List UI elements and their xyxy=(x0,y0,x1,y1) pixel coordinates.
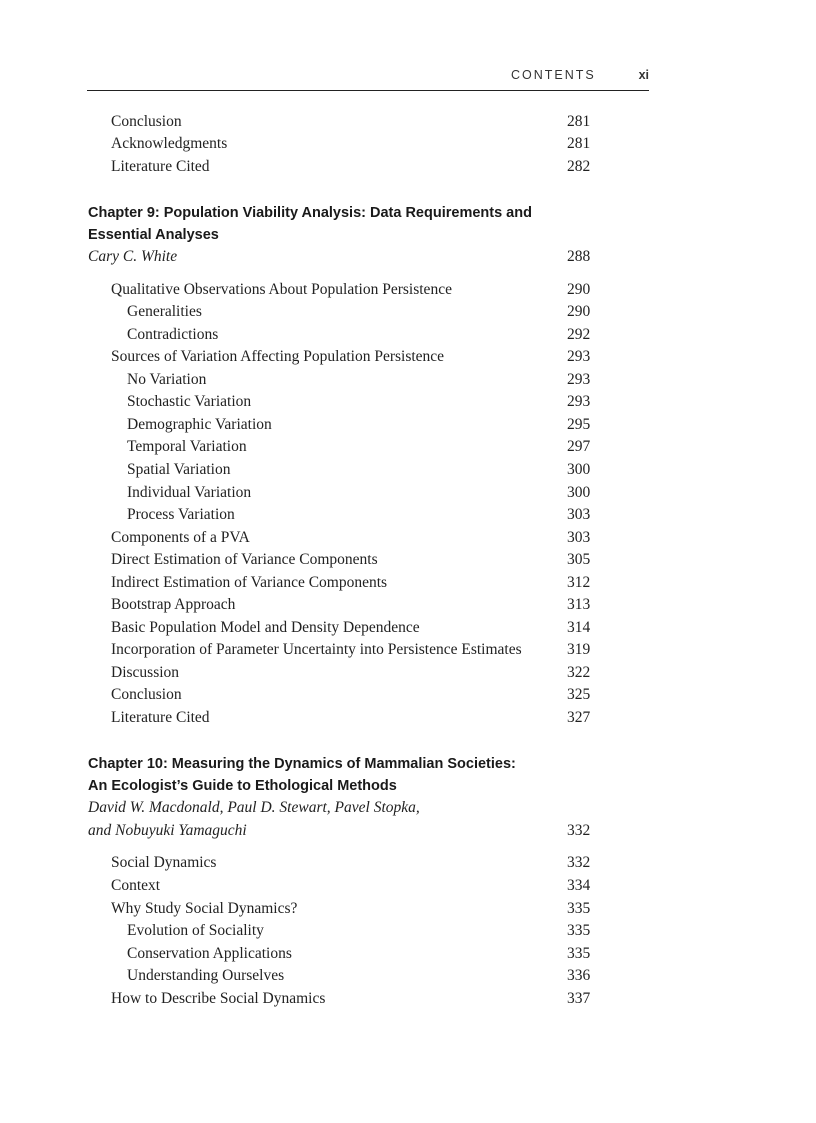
toc-entry-page: 334 xyxy=(567,877,591,894)
toc-entry-page: 293 xyxy=(567,393,591,410)
toc-entry-page: 335 xyxy=(567,900,591,917)
toc-entry-title: How to Describe Social Dynamics xyxy=(111,990,326,1007)
chapter-10-title-line-2[interactable]: An Ecologist’s Guide to Ethological Methods xyxy=(88,778,397,794)
toc-entry-title: Indirect Estimation of Variance Components xyxy=(111,574,388,591)
toc-entry-title: Sources of Variation Affecting Population Persistence xyxy=(111,348,445,365)
chapter-10-author-line-2: and Nobuyuki Yamaguchi xyxy=(88,822,247,839)
chapter-10-author-line-1: David W. Macdonald, Paul D. Stewart, Pavel Stopka, xyxy=(88,799,420,816)
toc-entry-title: Stochastic Variation xyxy=(127,393,252,410)
toc-entry-title: Spatial Variation xyxy=(127,461,231,478)
toc-entry-page: 332 xyxy=(567,854,591,871)
toc-entry-page: 303 xyxy=(567,529,591,546)
chapter-9-title-line-1[interactable]: Chapter 9: Population Viability Analysis: Data Requirements and xyxy=(88,205,532,221)
toc-entry-page: 290 xyxy=(567,303,591,320)
toc-entry-page: 281 xyxy=(567,113,591,130)
toc-entry-page: 281 xyxy=(567,135,591,152)
toc-entry-title: Conclusion xyxy=(111,686,182,703)
toc-entry-page: 303 xyxy=(567,506,591,523)
chapter-10-title-line-1[interactable]: Chapter 10: Measuring the Dynamics of Mammalian Societies: xyxy=(88,756,516,772)
toc-entry-title: Basic Population Model and Density Dependence xyxy=(111,619,420,636)
running-header-label: CONTENTS xyxy=(511,68,596,82)
toc-entry-page: 282 xyxy=(567,158,591,175)
toc-entry-title: Discussion xyxy=(111,664,180,681)
toc-entry-page: 336 xyxy=(567,967,591,984)
toc-entry-title: Incorporation of Parameter Uncertainty into Persistence Estimates xyxy=(111,641,522,658)
toc-entry-title: Evolution of Sociality xyxy=(127,922,264,939)
toc-entry-title: Literature Cited xyxy=(111,709,210,726)
toc-entry-title: No Variation xyxy=(127,371,207,388)
toc-entry-title: Demographic Variation xyxy=(127,416,272,433)
toc-entry-page: 293 xyxy=(567,371,591,388)
toc-entry-title: Acknowledgments xyxy=(111,135,228,152)
toc-entry-title: Conservation Applications xyxy=(127,945,292,962)
toc-entry-page: 300 xyxy=(567,461,591,478)
toc-entry-page: 319 xyxy=(567,641,591,658)
toc-entry-title: Qualitative Observations About Population Persistence xyxy=(111,281,452,298)
toc-entry-page: 292 xyxy=(567,326,591,343)
toc-entry-page: 293 xyxy=(567,348,591,365)
chapter-9-page: 288 xyxy=(567,248,591,265)
toc-entry-title: Literature Cited xyxy=(111,158,210,175)
toc-entry-title: Conclusion xyxy=(111,113,182,130)
toc-entry-page: 322 xyxy=(567,664,591,681)
toc-entry-title: Why Study Social Dynamics? xyxy=(111,900,298,917)
toc-entry-page: 305 xyxy=(567,551,591,568)
toc-entry-page: 325 xyxy=(567,686,591,703)
toc-entry-page: 295 xyxy=(567,416,591,433)
toc-entry-page: 337 xyxy=(567,990,591,1007)
toc-entry-title: Temporal Variation xyxy=(127,438,247,455)
toc-entry-page: 313 xyxy=(567,596,591,613)
toc-entry-title: Contradictions xyxy=(127,326,219,343)
toc-entry-title: Direct Estimation of Variance Components xyxy=(111,551,378,568)
toc-entry-title: Context xyxy=(111,877,161,894)
toc-entry-title: Understanding Ourselves xyxy=(127,967,285,984)
toc-entry-title: Bootstrap Approach xyxy=(111,596,236,613)
toc-entry-page: 312 xyxy=(567,574,591,591)
toc-entry-page: 300 xyxy=(567,484,591,501)
toc-entry-title: Social Dynamics xyxy=(111,854,217,871)
toc-entry-page: 327 xyxy=(567,709,591,726)
toc-entry-title: Individual Variation xyxy=(127,484,252,501)
toc-entry-title: Components of a PVA xyxy=(111,529,250,546)
toc-entry-page: 314 xyxy=(567,619,591,636)
chapter-9-title-line-2[interactable]: Essential Analyses xyxy=(88,227,219,243)
toc-entry-title: Process Variation xyxy=(127,506,235,523)
running-header xyxy=(87,66,649,91)
toc-entry-page: 290 xyxy=(567,281,591,298)
toc-entry-page: 335 xyxy=(567,922,591,939)
running-header-page-number: xi xyxy=(638,68,649,82)
toc-entry-title: Generalities xyxy=(127,303,202,320)
toc-entry-page: 297 xyxy=(567,438,591,455)
chapter-10-page: 332 xyxy=(567,822,591,839)
toc-entry-page: 335 xyxy=(567,945,591,962)
chapter-9-author: Cary C. White xyxy=(88,248,178,265)
